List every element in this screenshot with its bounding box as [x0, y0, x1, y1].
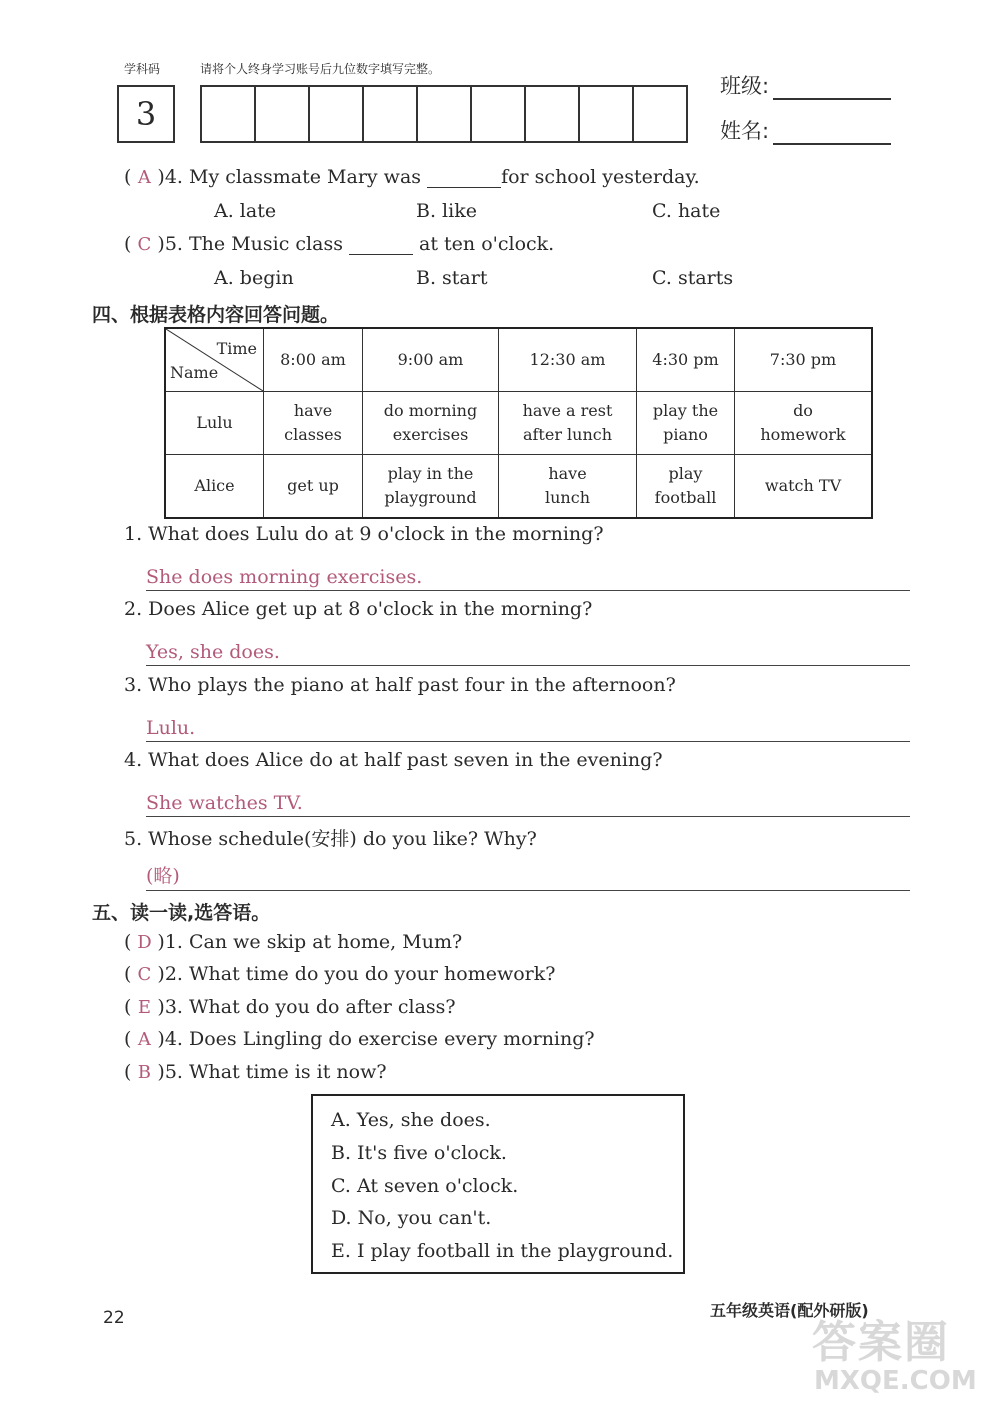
option-c: C. hate [652, 200, 721, 222]
table-cell: play the piano [637, 392, 735, 455]
time-header: 8:00 am [264, 328, 363, 392]
answer-line-3[interactable] [146, 713, 910, 742]
row-name: Lulu [165, 392, 264, 455]
time-header: 9:00 am [363, 328, 499, 392]
digit-box[interactable] [526, 87, 580, 141]
answer-mark: D [137, 932, 152, 953]
match-question: )3. What do you do after class? [157, 996, 456, 1018]
table-header-row [165, 328, 872, 392]
answer-text: Yes, she does. [146, 641, 280, 663]
table-corner-cell [165, 328, 264, 392]
section-title-5: 五、读一读,选答语。 [92, 902, 271, 924]
table-row [165, 392, 872, 455]
answer-line-2[interactable] [146, 637, 910, 666]
name-blank[interactable] [773, 123, 891, 145]
subject-code-label: 学科码 [124, 62, 161, 76]
match-question: )5. What time is it now? [157, 1061, 387, 1083]
table-cell: do morning exercises [363, 392, 499, 455]
answer-line-1[interactable] [146, 562, 910, 591]
question-2: 2. Does Alice get up at 8 o'clock in the morning? [124, 598, 593, 620]
match-item-2: ( C )2. What time do you do your homework? [124, 963, 556, 985]
class-label: 班级: [720, 74, 770, 98]
digit-box[interactable] [256, 87, 310, 141]
answer-mark: C [137, 964, 152, 985]
answer-choices-box [311, 1094, 685, 1274]
choice-e: E. I play football in the playground. [331, 1240, 674, 1263]
book-title: 五年级英语(配外研版) [710, 1301, 869, 1320]
class-blank[interactable] [773, 78, 891, 100]
time-header: 7:30 pm [735, 328, 873, 392]
section-title-4: 四、根据表格内容回答问题。 [92, 304, 340, 326]
choice-b: B. It's five o'clock. [331, 1141, 507, 1164]
choice-d: D. No, you can't. [331, 1207, 492, 1230]
time-header: 12:30 am [499, 328, 637, 392]
mc-question-4: ( A )4. My classmate Mary was for school yesterday. [124, 166, 700, 188]
subject-code-value: 3 [135, 95, 157, 133]
answer-text: She does morning exercises. [146, 566, 423, 588]
match-item-1: ( D )1. Can we skip at home, Mum? [124, 931, 463, 953]
match-item-3: ( E )3. What do you do after class? [124, 996, 456, 1018]
answer-line-4[interactable] [146, 788, 910, 817]
choice-a: A. Yes, she does. [331, 1109, 491, 1131]
answer-text: She watches TV. [146, 792, 303, 814]
mc-question-5: ( C )5. The Music class at ten o'clock. [124, 233, 555, 255]
option-a: A. begin [214, 267, 294, 289]
match-question: )2. What time do you do your homework? [157, 963, 556, 985]
digit-box[interactable] [418, 87, 472, 141]
page-number: 22 [103, 1308, 125, 1328]
digit-box[interactable] [310, 87, 364, 141]
digit-box[interactable] [580, 87, 634, 141]
digit-box[interactable] [634, 87, 686, 141]
table-cell: get up [264, 455, 363, 518]
answer-mark: B [137, 1062, 152, 1083]
class-field[interactable] [720, 70, 891, 100]
option-c: C. starts [652, 267, 734, 289]
table-cell: have a rest after lunch [499, 392, 637, 455]
option-a: A. late [214, 200, 277, 222]
account-digit-boxes[interactable] [200, 85, 688, 143]
corner-time-label: Time [216, 339, 257, 358]
question-5: 5. Whose schedule(安排) do you like? Why? [124, 828, 537, 850]
match-question: )4. Does Lingling do exercise every morning? [157, 1028, 595, 1050]
table-cell: have lunch [499, 455, 637, 518]
answer-mark: A [137, 167, 151, 188]
name-label: 姓名: [720, 119, 770, 143]
watermark-logo [812, 1318, 992, 1408]
match-item-5: ( B )5. What time is it now? [124, 1061, 387, 1083]
question-stem: )4. My classmate Mary was [157, 166, 422, 188]
watermark-top: 答案圈 [812, 1317, 950, 1368]
table-cell: watch TV [735, 455, 873, 518]
question-3: 3. Who plays the piano at half past four in the afternoon? [124, 674, 676, 696]
answer-text: (略) [146, 865, 180, 887]
row-name: Alice [165, 455, 264, 518]
choice-c: C. At seven o'clock. [331, 1174, 519, 1197]
table-cell: play in the playground [363, 455, 499, 518]
schedule-table [164, 327, 873, 519]
table-cell: play football [637, 455, 735, 518]
time-header: 4:30 pm [637, 328, 735, 392]
subject-code-box [117, 85, 175, 143]
match-question: )1. Can we skip at home, Mum? [157, 931, 463, 953]
answer-mark: C [137, 234, 152, 255]
table-row [165, 455, 872, 518]
question-4: 4. What does Alice do at half past seven in the evening? [124, 749, 663, 771]
answer-blank[interactable] [427, 169, 501, 188]
option-b: B. start [416, 267, 488, 289]
answer-line-5[interactable] [146, 862, 910, 891]
answer-text: Lulu. [146, 717, 196, 739]
watermark-bottom: MXQE.COM [814, 1366, 977, 1396]
answer-blank[interactable] [349, 236, 413, 255]
option-b: B. like [416, 200, 477, 222]
question-1: 1. What does Lulu do at 9 o'clock in the morning? [124, 523, 604, 545]
answer-mark: A [137, 1029, 151, 1050]
table-cell: do homework [735, 392, 873, 455]
question-stem-end: for school yesterday. [501, 166, 700, 188]
question-stem: )5. The Music class [157, 233, 343, 255]
match-item-4: ( A )4. Does Lingling do exercise every morning? [124, 1028, 595, 1050]
account-instruction: 请将个人终身学习账号后九位数字填写完整。 [200, 62, 441, 76]
answer-mark: E [137, 997, 151, 1018]
question-stem-end: at ten o'clock. [419, 233, 555, 255]
name-field[interactable] [720, 115, 891, 145]
corner-name-label: Name [170, 363, 219, 382]
digit-box[interactable] [364, 87, 418, 141]
digit-box[interactable] [202, 87, 256, 141]
digit-box[interactable] [472, 87, 526, 141]
table-cell: have classes [264, 392, 363, 455]
